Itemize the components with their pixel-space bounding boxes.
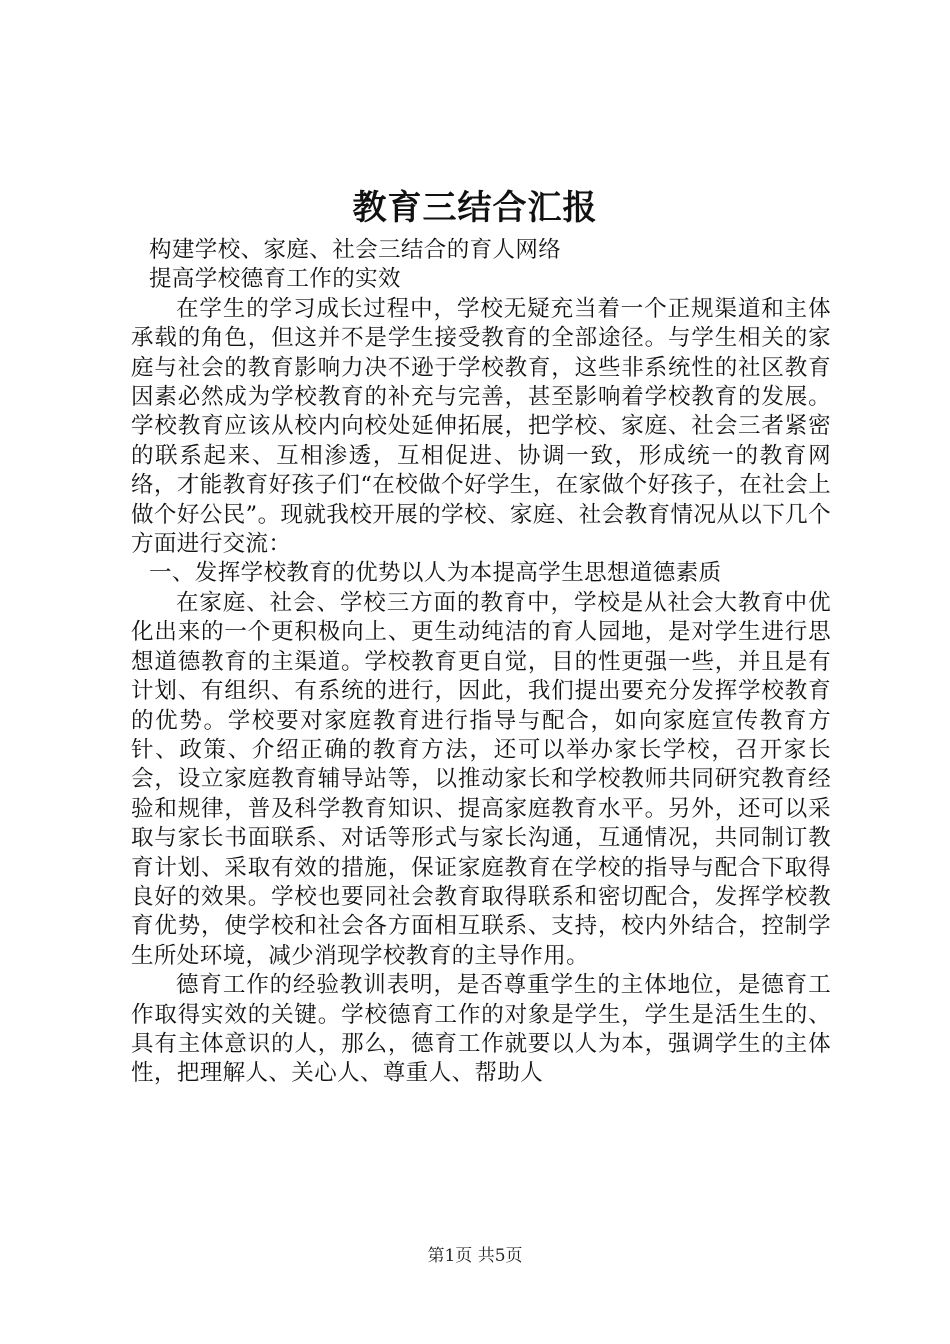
page-footer: 第1页 共5页 <box>427 1246 523 1266</box>
paragraph-moral-education: 德育工作的经验教训表明，是否尊重学生的主体地位，是德育工作取得实效的关键。学校德育工作的对象是学生，学生是活生生的、具有主体意识的人，那么，德育工作就要以人为本，强调学生的主体性，把理解人、关心人、尊重人、帮助人 <box>131 972 831 1087</box>
subtitle-line-1: 构建学校、家庭、社会三结合的育人网络 <box>149 237 562 263</box>
paragraph-intro: 在学生的学习成长过程中，学校无疑充当着一个正规渠道和主体承载的角色，但这并不是学生接受教育的全部途径。与学生相关的家庭与社会的教育影响力决不逊于学校教育，这些非系统性的社区教育因素必然成为学校教育的补充与完善，甚至影响着学校教育的发展。学校教育应该从校内向校处延伸拓展，把学校、家庭、社会三者紧密的联系起来、互相渗透，互相促进、协调一致，形成统一的教育网络，才能教育好孩子们“在校做个好学生，在家做个好孩子，在社会上做个好公民”。现就我校开展的学校、家庭、社会教育情况从以下几个方面进行交流： <box>131 295 831 558</box>
paragraph-school-advantage: 在家庭、社会、学校三方面的教育中，学校是从社会大教育中优化出来的一个更积极向上、更生动纯洁的育人园地，是对学生进行思想道德教育的主渠道。学校教育更自觉，目的性更强一些，并且是有计划、有组织、有系统的进行，因此，我们提出要充分发挥学校教育的优势。学校要对家庭教育进行指导与配合，如向家庭宣传教育方针、政策、介绍正确的教育方法，还可以举办家长学校，召开家长会，设立家庭教育辅导站等，以推动家长和学校教师共同研究教育经验和规律，普及科学教育知识、提高家庭教育水平。另外，还可以采取与家长书面联系、对话等形式与家长沟通，互通情况，共同制订教育计划、采取有效的措施，保证家庭教育在学校的指导与配合下取得良好的效果。学校也要同社会教育取得联系和密切配合，发挥学校教育优势，使学校和社会各方面相互联系、支持，校内外结合，控制学生所处环境，减少消现学校教育的主导作用。 <box>131 589 831 969</box>
document-body <box>131 236 831 1089</box>
subtitle-line-2: 提高学校德育工作的实效 <box>149 266 401 293</box>
document-title: 教育三结合汇报 <box>352 188 598 228</box>
section-heading-1: 一、发挥学校教育的优势以人为本提高学生思想道德素质 <box>149 560 722 587</box>
